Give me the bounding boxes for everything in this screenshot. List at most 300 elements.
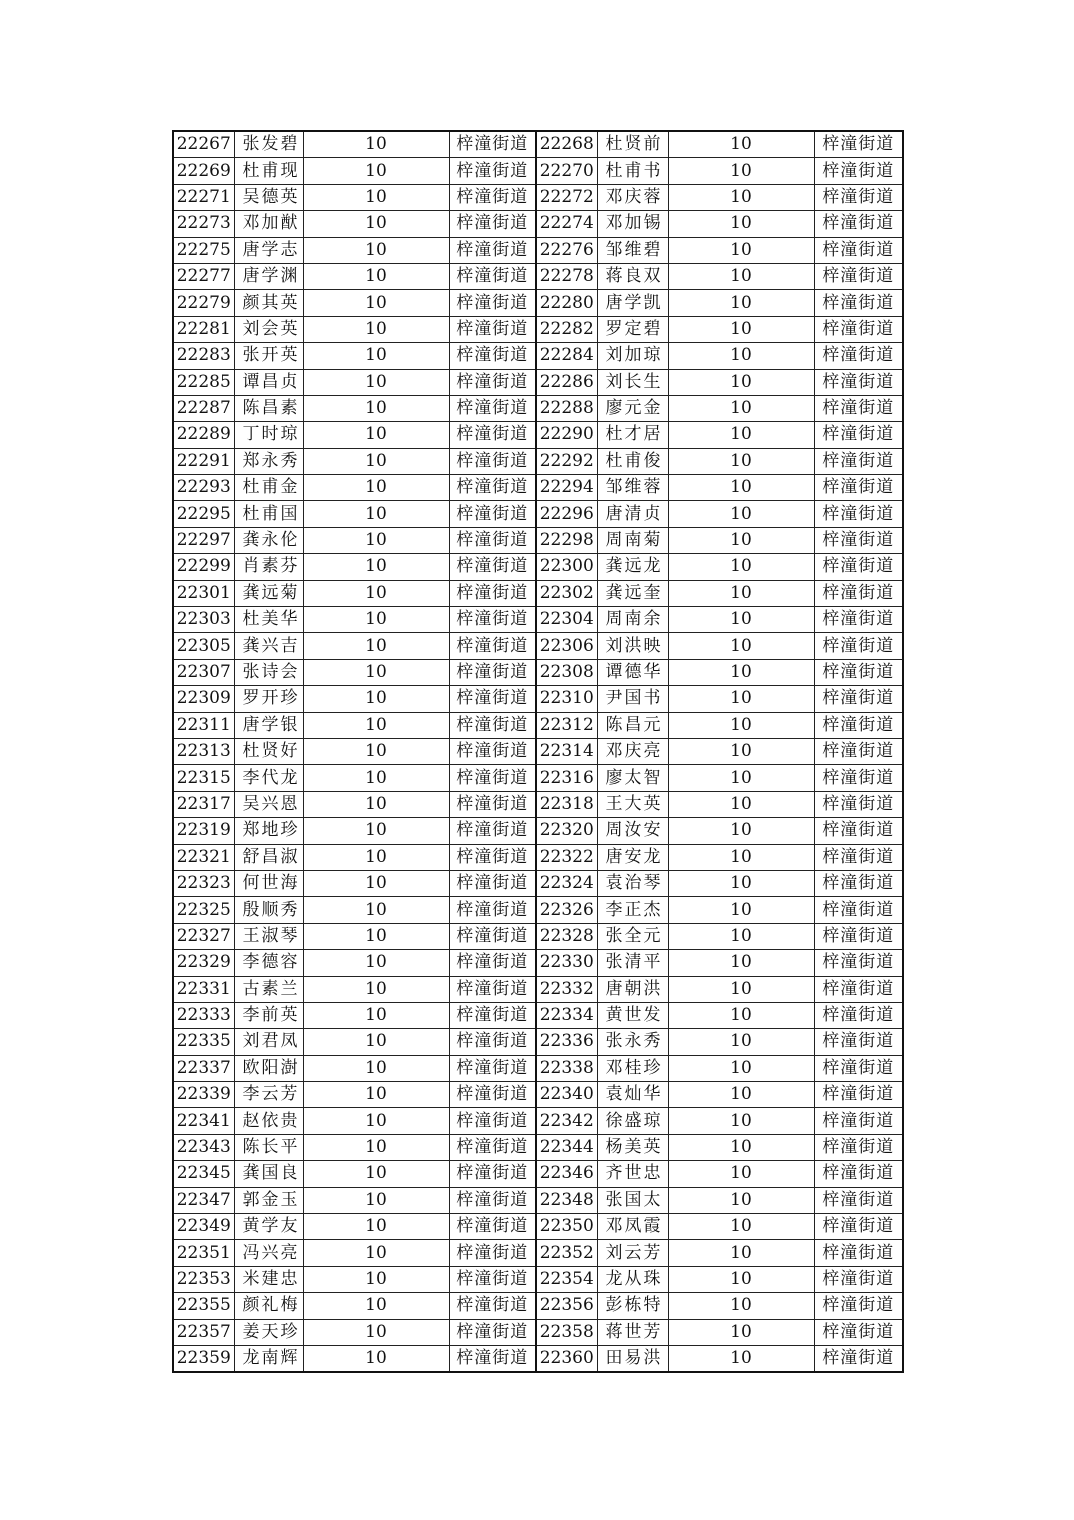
person-name-cell: 龚永伦 [234, 527, 303, 553]
record-id-cell: 22292 [536, 448, 597, 474]
table-row [173, 1214, 903, 1240]
subdistrict-cell: 梓潼街道 [449, 1002, 536, 1028]
record-id-cell: 22281 [173, 316, 234, 342]
subdistrict-cell: 梓潼街道 [449, 211, 536, 237]
record-id-cell: 22301 [173, 580, 234, 606]
record-id-cell: 22298 [536, 527, 597, 553]
record-id-cell: 22326 [536, 897, 597, 923]
person-name-cell: 刘君凤 [234, 1029, 303, 1055]
amount-cell: 10 [668, 1293, 814, 1319]
person-name-cell: 冯兴亮 [234, 1240, 303, 1266]
person-name-cell: 龙南辉 [234, 1345, 303, 1372]
person-name-cell: 杜贤好 [234, 738, 303, 764]
table-row [173, 659, 903, 685]
person-name-cell: 欧阳澍 [234, 1055, 303, 1081]
table-row [173, 580, 903, 606]
amount-cell: 10 [668, 184, 814, 210]
table-row [173, 818, 903, 844]
subdistrict-cell: 梓潼街道 [449, 395, 536, 421]
person-name-cell: 罗开珍 [234, 686, 303, 712]
subdistrict-cell: 梓潼街道 [814, 1214, 903, 1240]
subdistrict-cell: 梓潼街道 [449, 580, 536, 606]
person-name-cell: 王淑琴 [234, 923, 303, 949]
record-id-cell: 22339 [173, 1082, 234, 1108]
amount-cell: 10 [668, 448, 814, 474]
table-row [173, 1161, 903, 1187]
table-row [173, 712, 903, 738]
amount-cell: 10 [303, 1082, 449, 1108]
subdistrict-cell: 梓潼街道 [449, 1214, 536, 1240]
subdistrict-cell: 梓潼街道 [814, 422, 903, 448]
record-id-cell: 22300 [536, 554, 597, 580]
amount-cell: 10 [668, 765, 814, 791]
subdistrict-cell: 梓潼街道 [814, 1002, 903, 1028]
person-name-cell: 邹维碧 [597, 237, 668, 263]
person-name-cell: 龚兴吉 [234, 633, 303, 659]
person-name-cell: 唐学凯 [597, 290, 668, 316]
subdistrict-cell: 梓潼街道 [449, 633, 536, 659]
record-id-cell: 22345 [173, 1161, 234, 1187]
table-row [173, 1108, 903, 1134]
amount-cell: 10 [668, 554, 814, 580]
person-name-cell: 颜礼梅 [234, 1293, 303, 1319]
person-name-cell: 李正杰 [597, 897, 668, 923]
record-id-cell: 22332 [536, 976, 597, 1002]
subdistrict-cell: 梓潼街道 [449, 554, 536, 580]
amount-cell: 10 [668, 501, 814, 527]
amount-cell: 10 [303, 501, 449, 527]
subdistrict-cell: 梓潼街道 [814, 976, 903, 1002]
table-row [173, 131, 903, 158]
record-id-cell: 22334 [536, 1002, 597, 1028]
person-name-cell: 李代龙 [234, 765, 303, 791]
table-row [173, 395, 903, 421]
record-id-cell: 22317 [173, 791, 234, 817]
person-name-cell: 廖元金 [597, 395, 668, 421]
person-name-cell: 邓加猷 [234, 211, 303, 237]
subdistrict-cell: 梓潼街道 [449, 1319, 536, 1345]
amount-cell: 10 [303, 923, 449, 949]
table-row [173, 1293, 903, 1319]
subdistrict-cell: 梓潼街道 [814, 633, 903, 659]
record-id-cell: 22360 [536, 1345, 597, 1372]
person-name-cell: 何世海 [234, 870, 303, 896]
subdistrict-cell: 梓潼街道 [449, 1293, 536, 1319]
subdistrict-cell: 梓潼街道 [449, 1055, 536, 1081]
amount-cell: 10 [303, 1055, 449, 1081]
subdistrict-cell: 梓潼街道 [449, 1187, 536, 1213]
record-id-cell: 22355 [173, 1293, 234, 1319]
person-name-cell: 蒋良双 [597, 263, 668, 289]
person-name-cell: 张国太 [597, 1187, 668, 1213]
subdistrict-cell: 梓潼街道 [814, 501, 903, 527]
subdistrict-cell: 梓潼街道 [814, 448, 903, 474]
table-row [173, 237, 903, 263]
person-name-cell: 杜甫国 [234, 501, 303, 527]
record-id-cell: 22353 [173, 1266, 234, 1292]
record-id-cell: 22287 [173, 395, 234, 421]
table-row [173, 1002, 903, 1028]
subdistrict-cell: 梓潼街道 [449, 184, 536, 210]
subdistrict-cell: 梓潼街道 [449, 1161, 536, 1187]
table-row [173, 897, 903, 923]
person-name-cell: 尹国书 [597, 686, 668, 712]
subdistrict-cell: 梓潼街道 [814, 818, 903, 844]
amount-cell: 10 [668, 395, 814, 421]
amount-cell: 10 [668, 1266, 814, 1292]
subdistrict-cell: 梓潼街道 [449, 1345, 536, 1372]
record-id-cell: 22335 [173, 1029, 234, 1055]
record-id-cell: 22286 [536, 369, 597, 395]
record-id-cell: 22348 [536, 1187, 597, 1213]
subdistrict-cell: 梓潼街道 [449, 1029, 536, 1055]
table-row [173, 448, 903, 474]
record-id-cell: 22330 [536, 950, 597, 976]
table-row [173, 1029, 903, 1055]
amount-cell: 10 [303, 1187, 449, 1213]
person-name-cell: 龚远龙 [597, 554, 668, 580]
record-id-cell: 22341 [173, 1108, 234, 1134]
person-name-cell: 廖太智 [597, 765, 668, 791]
subdistrict-cell: 梓潼街道 [449, 659, 536, 685]
record-id-cell: 22308 [536, 659, 597, 685]
record-id-cell: 22276 [536, 237, 597, 263]
record-id-cell: 22306 [536, 633, 597, 659]
amount-cell: 10 [668, 1187, 814, 1213]
table-row [173, 950, 903, 976]
record-id-cell: 22322 [536, 844, 597, 870]
person-name-cell: 杜甫金 [234, 475, 303, 501]
table-row [173, 184, 903, 210]
amount-cell: 10 [668, 580, 814, 606]
amount-cell: 10 [668, 290, 814, 316]
subdistrict-cell: 梓潼街道 [814, 738, 903, 764]
amount-cell: 10 [303, 1002, 449, 1028]
table-row [173, 1240, 903, 1266]
subdistrict-cell: 梓潼街道 [814, 923, 903, 949]
person-name-cell: 齐世忠 [597, 1161, 668, 1187]
record-id-cell: 22271 [173, 184, 234, 210]
subdistrict-cell: 梓潼街道 [449, 501, 536, 527]
record-id-cell: 22314 [536, 738, 597, 764]
amount-cell: 10 [303, 580, 449, 606]
record-id-cell: 22311 [173, 712, 234, 738]
subdistrict-cell: 梓潼街道 [449, 237, 536, 263]
record-id-cell: 22302 [536, 580, 597, 606]
amount-cell: 10 [303, 237, 449, 263]
amount-cell: 10 [303, 1266, 449, 1292]
subdistrict-cell: 梓潼街道 [814, 527, 903, 553]
subdistrict-cell: 梓潼街道 [814, 290, 903, 316]
record-id-cell: 22357 [173, 1319, 234, 1345]
record-id-cell: 22307 [173, 659, 234, 685]
subdistrict-cell: 梓潼街道 [449, 686, 536, 712]
record-id-cell: 22329 [173, 950, 234, 976]
amount-cell: 10 [668, 1029, 814, 1055]
record-id-cell: 22356 [536, 1293, 597, 1319]
record-id-cell: 22313 [173, 738, 234, 764]
record-id-cell: 22323 [173, 870, 234, 896]
person-name-cell: 谭德华 [597, 659, 668, 685]
record-id-cell: 22342 [536, 1108, 597, 1134]
subdistrict-cell: 梓潼街道 [814, 791, 903, 817]
record-id-cell: 22283 [173, 343, 234, 369]
table-row [173, 1082, 903, 1108]
table-row [173, 290, 903, 316]
subdistrict-cell: 梓潼街道 [449, 131, 536, 158]
subdistrict-cell: 梓潼街道 [814, 765, 903, 791]
amount-cell: 10 [668, 1161, 814, 1187]
subdistrict-cell: 梓潼街道 [814, 1134, 903, 1160]
amount-cell: 10 [303, 791, 449, 817]
record-id-cell: 22303 [173, 607, 234, 633]
record-id-cell: 22327 [173, 923, 234, 949]
amount-cell: 10 [303, 290, 449, 316]
record-id-cell: 22285 [173, 369, 234, 395]
person-name-cell: 吴兴恩 [234, 791, 303, 817]
subdistrict-cell: 梓潼街道 [449, 422, 536, 448]
amount-cell: 10 [668, 211, 814, 237]
amount-cell: 10 [668, 316, 814, 342]
record-id-cell: 22293 [173, 475, 234, 501]
table-row [173, 158, 903, 184]
amount-cell: 10 [668, 369, 814, 395]
subdistrict-cell: 梓潼街道 [814, 1029, 903, 1055]
subdistrict-cell: 梓潼街道 [449, 765, 536, 791]
record-id-cell: 22268 [536, 131, 597, 158]
amount-cell: 10 [303, 131, 449, 158]
amount-cell: 10 [303, 818, 449, 844]
subdistrict-cell: 梓潼街道 [814, 1082, 903, 1108]
record-id-cell: 22315 [173, 765, 234, 791]
roster-body [173, 131, 903, 1372]
subdistrict-cell: 梓潼街道 [814, 1240, 903, 1266]
person-name-cell: 姜天珍 [234, 1319, 303, 1345]
person-name-cell: 蒋世芳 [597, 1319, 668, 1345]
amount-cell: 10 [668, 1240, 814, 1266]
amount-cell: 10 [303, 422, 449, 448]
amount-cell: 10 [303, 633, 449, 659]
record-id-cell: 22336 [536, 1029, 597, 1055]
record-id-cell: 22274 [536, 211, 597, 237]
table-row [173, 1187, 903, 1213]
person-name-cell: 张开英 [234, 343, 303, 369]
person-name-cell: 彭栋特 [597, 1293, 668, 1319]
table-row [173, 765, 903, 791]
amount-cell: 10 [668, 263, 814, 289]
subdistrict-cell: 梓潼街道 [814, 607, 903, 633]
subdistrict-cell: 梓潼街道 [449, 448, 536, 474]
person-name-cell: 龚远菊 [234, 580, 303, 606]
person-name-cell: 邹维蓉 [597, 475, 668, 501]
table-row [173, 607, 903, 633]
table-row [173, 870, 903, 896]
amount-cell: 10 [668, 738, 814, 764]
table-row [173, 1055, 903, 1081]
record-id-cell: 22278 [536, 263, 597, 289]
amount-cell: 10 [668, 897, 814, 923]
person-name-cell: 唐学渊 [234, 263, 303, 289]
person-name-cell: 邓加锡 [597, 211, 668, 237]
amount-cell: 10 [303, 976, 449, 1002]
amount-cell: 10 [303, 844, 449, 870]
record-id-cell: 22320 [536, 818, 597, 844]
subdistrict-cell: 梓潼街道 [449, 1108, 536, 1134]
subdistrict-cell: 梓潼街道 [814, 211, 903, 237]
table-row [173, 263, 903, 289]
subdistrict-cell: 梓潼街道 [449, 1134, 536, 1160]
person-name-cell: 陈长平 [234, 1134, 303, 1160]
person-name-cell: 田易洪 [597, 1345, 668, 1372]
record-id-cell: 22304 [536, 607, 597, 633]
table-row [173, 686, 903, 712]
amount-cell: 10 [668, 870, 814, 896]
person-name-cell: 丁时琼 [234, 422, 303, 448]
person-name-cell: 张永秀 [597, 1029, 668, 1055]
amount-cell: 10 [668, 131, 814, 158]
table-row [173, 211, 903, 237]
person-name-cell: 唐学志 [234, 237, 303, 263]
subdistrict-cell: 梓潼街道 [814, 686, 903, 712]
person-name-cell: 袁治琴 [597, 870, 668, 896]
subdistrict-cell: 梓潼街道 [814, 580, 903, 606]
record-id-cell: 22299 [173, 554, 234, 580]
person-name-cell: 殷顺秀 [234, 897, 303, 923]
person-name-cell: 郑地珍 [234, 818, 303, 844]
person-name-cell: 李前英 [234, 1002, 303, 1028]
person-name-cell: 刘加琼 [597, 343, 668, 369]
person-name-cell: 周南菊 [597, 527, 668, 553]
person-name-cell: 龚国良 [234, 1161, 303, 1187]
amount-cell: 10 [303, 1293, 449, 1319]
amount-cell: 10 [303, 158, 449, 184]
person-name-cell: 刘云芳 [597, 1240, 668, 1266]
person-name-cell: 袁灿华 [597, 1082, 668, 1108]
table-row [173, 1134, 903, 1160]
amount-cell: 10 [303, 554, 449, 580]
table-row [173, 554, 903, 580]
person-name-cell: 徐盛琼 [597, 1108, 668, 1134]
table-row [173, 923, 903, 949]
amount-cell: 10 [303, 765, 449, 791]
person-name-cell: 黄学友 [234, 1214, 303, 1240]
person-name-cell: 李德容 [234, 950, 303, 976]
subdistrict-cell: 梓潼街道 [814, 1108, 903, 1134]
amount-cell: 10 [303, 738, 449, 764]
record-id-cell: 22349 [173, 1214, 234, 1240]
record-id-cell: 22319 [173, 818, 234, 844]
person-name-cell: 刘会英 [234, 316, 303, 342]
amount-cell: 10 [668, 1055, 814, 1081]
person-name-cell: 黄世发 [597, 1002, 668, 1028]
person-name-cell: 杜才居 [597, 422, 668, 448]
person-name-cell: 杜甫现 [234, 158, 303, 184]
record-id-cell: 22358 [536, 1319, 597, 1345]
person-name-cell: 刘洪映 [597, 633, 668, 659]
person-name-cell: 邓凤霞 [597, 1214, 668, 1240]
person-name-cell: 罗定碧 [597, 316, 668, 342]
record-id-cell: 22275 [173, 237, 234, 263]
person-name-cell: 邓庆亮 [597, 738, 668, 764]
subdistrict-cell: 梓潼街道 [814, 158, 903, 184]
person-name-cell: 米建忠 [234, 1266, 303, 1292]
subdistrict-cell: 梓潼街道 [449, 976, 536, 1002]
record-id-cell: 22316 [536, 765, 597, 791]
record-id-cell: 22338 [536, 1055, 597, 1081]
subdistrict-cell: 梓潼街道 [814, 1266, 903, 1292]
person-name-cell: 唐清贞 [597, 501, 668, 527]
record-id-cell: 22333 [173, 1002, 234, 1028]
subdistrict-cell: 梓潼街道 [449, 263, 536, 289]
person-name-cell: 肖素芬 [234, 554, 303, 580]
record-id-cell: 22280 [536, 290, 597, 316]
person-name-cell: 郭金玉 [234, 1187, 303, 1213]
amount-cell: 10 [668, 791, 814, 817]
amount-cell: 10 [668, 237, 814, 263]
person-name-cell: 张全元 [597, 923, 668, 949]
person-name-cell: 陈昌素 [234, 395, 303, 421]
amount-cell: 10 [668, 422, 814, 448]
amount-cell: 10 [303, 870, 449, 896]
amount-cell: 10 [303, 395, 449, 421]
subdistrict-cell: 梓潼街道 [814, 1293, 903, 1319]
amount-cell: 10 [668, 1134, 814, 1160]
amount-cell: 10 [668, 818, 814, 844]
record-id-cell: 22272 [536, 184, 597, 210]
amount-cell: 10 [668, 976, 814, 1002]
amount-cell: 10 [668, 844, 814, 870]
person-name-cell: 邓庆蓉 [597, 184, 668, 210]
subdistrict-cell: 梓潼街道 [449, 870, 536, 896]
record-id-cell: 22321 [173, 844, 234, 870]
record-id-cell: 22288 [536, 395, 597, 421]
subdistrict-cell: 梓潼街道 [449, 527, 536, 553]
record-id-cell: 22340 [536, 1082, 597, 1108]
table-row [173, 422, 903, 448]
subdistrict-cell: 梓潼街道 [814, 369, 903, 395]
subdistrict-cell: 梓潼街道 [449, 290, 536, 316]
subdistrict-cell: 梓潼街道 [449, 712, 536, 738]
table-row [173, 369, 903, 395]
record-id-cell: 22295 [173, 501, 234, 527]
amount-cell: 10 [303, 950, 449, 976]
subdistrict-cell: 梓潼街道 [449, 897, 536, 923]
subdistrict-cell: 梓潼街道 [814, 1055, 903, 1081]
amount-cell: 10 [668, 659, 814, 685]
subdistrict-cell: 梓潼街道 [814, 1345, 903, 1372]
person-name-cell: 杨美英 [597, 1134, 668, 1160]
amount-cell: 10 [303, 263, 449, 289]
person-name-cell: 张诗会 [234, 659, 303, 685]
subdistrict-cell: 梓潼街道 [449, 158, 536, 184]
person-name-cell: 郑永秀 [234, 448, 303, 474]
person-name-cell: 唐学银 [234, 712, 303, 738]
person-name-cell: 杜美华 [234, 607, 303, 633]
record-id-cell: 22284 [536, 343, 597, 369]
record-id-cell: 22354 [536, 1266, 597, 1292]
amount-cell: 10 [303, 607, 449, 633]
record-id-cell: 22294 [536, 475, 597, 501]
record-id-cell: 22296 [536, 501, 597, 527]
subdistrict-cell: 梓潼街道 [814, 316, 903, 342]
person-name-cell: 舒昌淑 [234, 844, 303, 870]
subdistrict-cell: 梓潼街道 [814, 475, 903, 501]
table-row [173, 844, 903, 870]
record-id-cell: 22351 [173, 1240, 234, 1266]
subdistrict-cell: 梓潼街道 [449, 369, 536, 395]
subdistrict-cell: 梓潼街道 [449, 475, 536, 501]
person-name-cell: 颜其英 [234, 290, 303, 316]
